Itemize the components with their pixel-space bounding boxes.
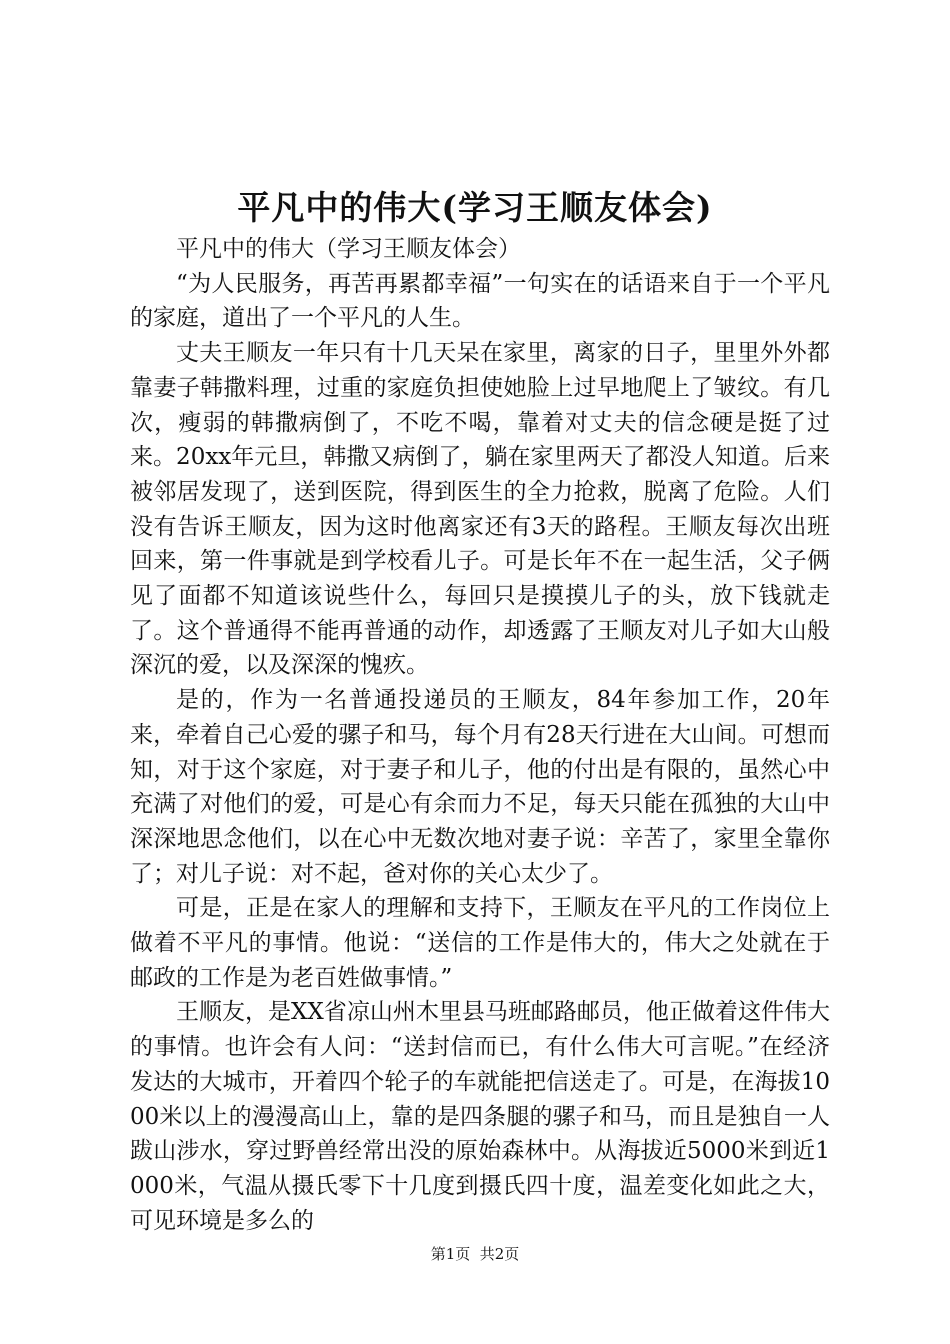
page-number: 第1页 共2页 [430, 1245, 520, 1263]
document-body [130, 232, 830, 1238]
paragraph-subtitle: 平凡中的伟大（学习王顺友体会） [176, 236, 521, 262]
paragraph: 可是，正是在家人的理解和支持下，王顺友在平凡的工作岗位上做着不平凡的事情。他说：“送信的工作是伟大的，伟大之处就在于邮政的工作是为老百姓做事情。” [130, 895, 830, 991]
document-title: 平凡中的伟大(学习王顺友体会) [237, 188, 713, 227]
paragraph: 丈夫王顺友一年只有十几天呆在家里，离家的日子，里里外外都靠妻子韩撒料理，过重的家庭负担使她脸上过早地爬上了皱纹。有几次，瘦弱的韩撒病倒了，不吃不喝，靠着对丈夫的信念硬是挺了过来。20xx年元旦，韩撒又病倒了，躺在家里两天了都没人知道。后来被邻居发现了，送到医院，得到医生的全力抢救，脱离了危险。人们没有告诉王顺友，因为这时他离家还有3天的路程。王顺友每次出班回来，第一件事就是到学校看儿子。可是长年不在一起生活，父子俩见了面都不知道该说些什么，每回只是摸摸儿子的头，放下钱就走了。这个普通得不能再普通的动作，却透露了王顺友对儿子如大山般深沉的爱，以及深深的愧疚。 [130, 340, 830, 679]
paragraph: “为人民服务，再苦再累都幸福”一句实在的话语来自于一个平凡的家庭，道出了一个平凡的人生。 [130, 270, 830, 332]
paragraph: 是的，作为一名普通投递员的王顺友，84年参加工作，20年来，牵着自己心爱的骡子和马，每个月有28天行进在大山间。可想而知，对于这个家庭，对于妻子和儿子，他的付出是有限的，虽然心中充满了对他们的爱，可是心有余而力不足，每天只能在孤独的大山中深深地思念他们，以在心中无数次地对妻子说：辛苦了，家里全靠你了；对儿子说：对不起，爸对你的关心太少了。 [130, 687, 830, 887]
paragraph: 王顺友，是XX省凉山州木里县马班邮路邮员，他正做着这件伟大的事情。也许会有人问：“送封信而已，有什么伟大可言呢。”在经济发达的大城市，开着四个轮子的车就能把信送走了。可是，在海拔1000米以上的漫漫高山上，靠的是四条腿的骡子和马，而且是独自一人跋山涉水，穿过野兽经常出没的原始森林中。从海拔近5000米到近1000米，气温从摄氏零下十几度到摄氏四十度，温差变化如此之大，可见环境是多么的 [130, 999, 830, 1234]
page-footer [0, 1244, 950, 1264]
